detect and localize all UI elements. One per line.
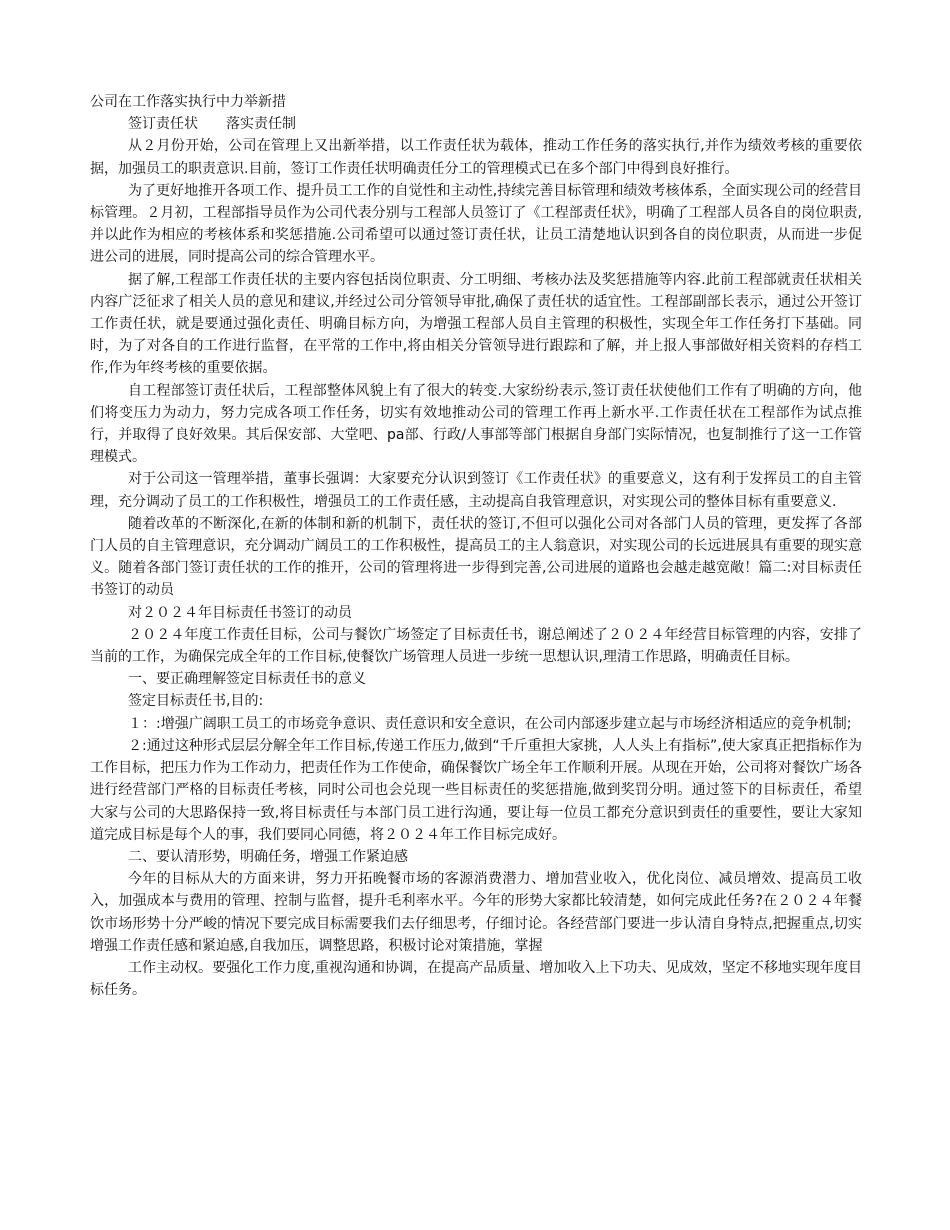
section-heading: 一、要正确理解签定目标责任书的意义 bbox=[128, 671, 366, 688]
paragraph: 签定目标责任书,目的: bbox=[128, 693, 264, 710]
paragraph: 据了解,工程部工作责任状的主要内容包括岗位职责、分工明细、考核办法及奖惩措施等内容.此前工程部就责任状相关内容广泛征求了相关人员的意见和建议,并经过公司分管领导审批,确保了责任状的适宜性。工程部副部长表示，通过公开签订工作责任状，就是要通过强化责任、明确目标方向，为增强工程部人员自主管理的积极性，实现全年工作任务打下基础。同时，为了对各自的工作进行监督，在平常的工作中,将由相关分管领导进行跟踪和了解，并上报人事部做好相关资料的存档工作,作为年终考核的重要依据。 bbox=[90, 271, 862, 377]
list-item: ２:通过这种形式层层分解全年工作目标,传递工作压力,做到“千斤重担大家挑，人人头上有指标”,使大家真正把指标作为工作目标，把压力作为工作动力，把责任作为工作使命，确保餐饮广场全年工作顺利开展。从现在开始，公司将对餐饮广场各进行经营部门严格的目标责任考核，同时公司也会兑现一些目标责任的奖惩措施,做到奖罚分明。通过签下的目标责任，希望大家与公司的大思路保持一致,将目标责任与本部门员工进行沟通，要让每一位员工都充分意识到责任的重要性，要让大家知道完成目标是每个人的事，我们要同心同德，将２０２４年工作目标完成好。 bbox=[90, 737, 862, 843]
paragraph: 从２月份开始，公司在管理上又出新举措，以工作责任状为载体，推动工作任务的落实执行,并作为绩效考核的重要依据，加强员工的职责意识.目前，签订工作责任状明确责任分工的管理模式已在多个部门中得到良好推行。 bbox=[90, 138, 862, 177]
section-heading: 对２０２４年目标责任书签订的动员 bbox=[128, 604, 352, 621]
paragraph: 为了更好地推开各项工作、提升员工工作的自觉性和主动性,持续完善目标管理和绩效考核体系，全面实现公司的经营目标管理。２月初，工程部指导员作为公司代表分别与工程部人员签订了《工程部责任状》，明确了工程部人员各自的岗位职责,并以此作为相应的考核体系和奖惩措施.公司希望可以通过签订责任状，让员工清楚地认识到各自的岗位职责，从而进一步促进公司的进展，同时提高公司的综合管理水平。 bbox=[90, 182, 862, 266]
section-heading: 二、要认清形势，明确任务，增强工作紧迫感 bbox=[128, 848, 408, 865]
document-title: 公司在工作落实执行中力举新措 bbox=[90, 94, 286, 110]
paragraph: 自工程部签订责任状后，工程部整体风貌上有了很大的转变.大家纷纷表示,签订责任状使他们工作有了明确的方向，他们将变压力为动力，努力完成各项工作任务，切实有效地推动公司的管理工作再上新水平.工作责任状在工程部作为试点推行，并取得了良好效果。其后保安部、大堂吧、pa部、行政/人事部等部门根据自身部门实际情况，也复制推行了这一工作管理模式。 bbox=[90, 382, 862, 466]
document-subtitle: 签订责任状 落实责任制 bbox=[128, 116, 296, 133]
paragraph: ２０２４年度工作责任目标，公司与餐饮广场签定了目标责任书，谢总阐述了２０２４年经营目标管理的内容，安排了当前的工作，为确保完成全年的工作目标,使餐饮广场管理人员进一步统一思想认识,理清工作思路，明确责任目标。 bbox=[90, 626, 862, 666]
paragraph: 随着改革的不断深化,在新的体制和新的机制下，责任状的签订,不但可以强化公司对各部门人员的管理，更发挥了各部门人员的自主管理意识，充分调动广阔员工的工作积极性，提高员工的主人翁意识，对实现公司的长远进展具有重要的现实意义。随着各部门签订责任状的工作的推开，公司的管理将进一步得到完善,公司进展的道路也会越走越宽敞！篇二:对目标责任书签订的动员 bbox=[90, 515, 862, 599]
paragraph: 对于公司这一管理举措，董事长强调：大家要充分认识到签订《工作责任状》的重要意义，这有利于发挥员工的自主管理，充分调动了员工的工作积极性，增强员工的工作责任感，主动提高自我管理意识，对实现公司的整体目标有重要意义. bbox=[90, 471, 862, 510]
paragraph: 今年的目标从大的方面来讲，努力开拓晚餐市场的客源消费潜力、增加营业收入，优化岗位、减员增效、提高员工收入，加强成本与费用的管理、控制与监督，提升毛利率水平。今年的形势大家都比较清楚，如何完成此任务?在２０２４年餐饮市场形势十分严峻的情况下要完成目标需要我们去仔细思考，仔细讨论。各经营部门要进一步认清自身特点,把握重点,切实增强工作责任感和紧迫感,自我加压，调整思路，积极讨论对策措施，掌握 bbox=[90, 871, 862, 954]
paragraph: 工作主动权。要强化工作力度,重视沟通和协调，在提高产品质量、增加收入上下功夫、见成效，坚定不移地实现年度目标任务。 bbox=[90, 959, 862, 999]
list-item: １：:增强广阔职工员工的市场竞争意识、责任意识和安全意识，在公司内部逐步建立起与市场经济相适应的竞争机制; bbox=[128, 715, 852, 732]
document-body bbox=[90, 91, 862, 1001]
